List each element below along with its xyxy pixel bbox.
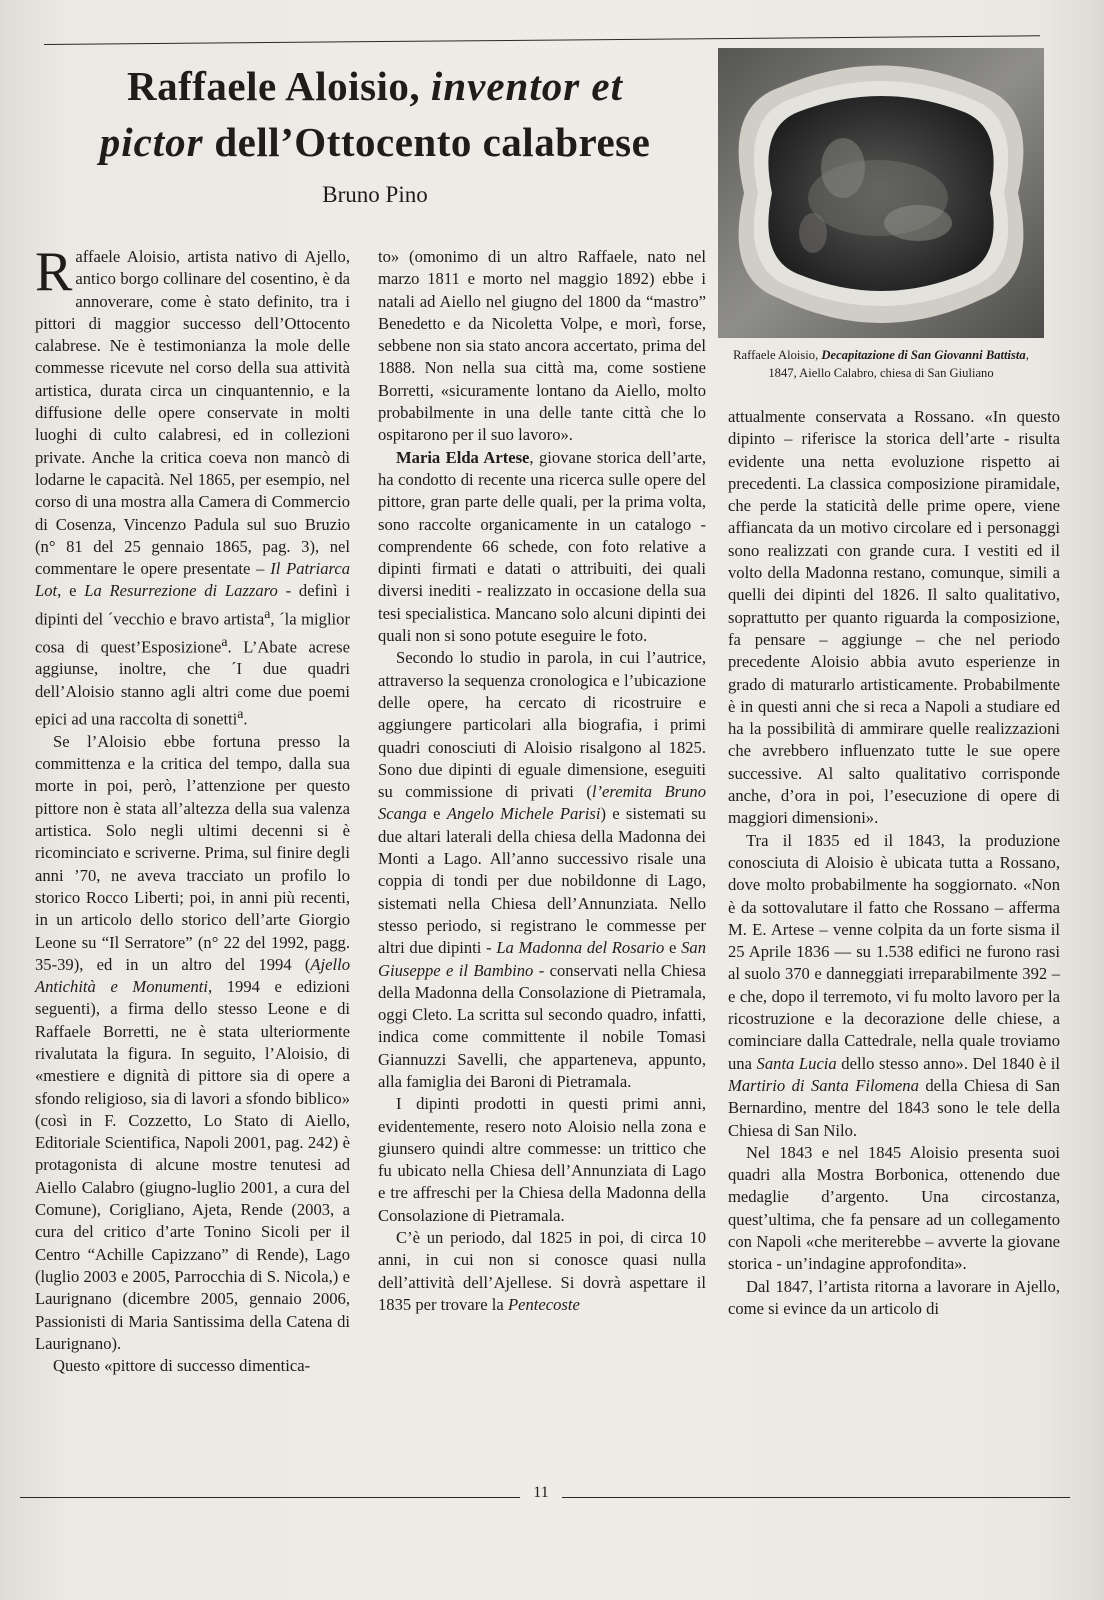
paragraph <box>378 1093 706 1227</box>
superscript: a <box>264 605 271 621</box>
text-run: dello stesso anno». Del 1840 è il <box>836 1053 1061 1073</box>
work-title: La Madonna del Rosario <box>496 938 665 958</box>
text-run: Questo «pittore di successo dimentica- <box>53 1356 311 1376</box>
text-run: Se l’Aloisio ebbe fortuna presso la committenza e la critica del tempo, dalla sua morte in poi, però, l’attenzione per questo pittore non è stata all’altezza della sua valenza artistica. Solo negli ultimi decenni si è ricominciato e scriverne. Prima, sul finire degli anni ’70, ne aveva tracciato un profilo lo storico Rocco Liberti; poi, in anni più recenti, in un articolo dello storico dell’arte Giorgio Leone su “Il Serratore” (n° 22 del 1992, pagg. 35-39), ed in un altro del 1994 ( <box>35 731 350 974</box>
text-run: . L’Abate acrese aggiunse, inoltre, che ´I due quadri dell’Aloisio stanno agli altri come due poemi epici ad una raccolta di sonetti <box>35 637 350 729</box>
article-title <box>40 58 710 170</box>
paragraph <box>378 447 706 648</box>
work-title: Il Patriarca Lot <box>35 559 350 601</box>
text-column-1 <box>35 241 350 1377</box>
work-title: Santa Lucia <box>756 1053 837 1073</box>
text-run: Dal 1847, l’artista ritorna a lavorare in Ajello, come si evince da un articolo di <box>728 1276 1060 1318</box>
paragraph <box>728 1142 1060 1276</box>
text-run: , giovane storica dell’arte, ha condotto di recente una ricerca sulle opere del pittore, gran parte delle quali, per la prima volta, sono raccolte organicamente in un catalogo - comprendente 66 schede, con foto relative a dipinti firmati e datati o attribuiti, dei quali diversi inediti - realizzato in occasione della sua tesi specialistica. Mancano solo alcuni dipinti dei quali non si sono potute eseguire le foto. <box>378 447 706 646</box>
footer-rule-right <box>562 1497 1070 1498</box>
work-title: Pentecoste <box>507 1294 580 1314</box>
text-run: ) e sistemati su due altari laterali della chiesa della Madonna dei Monti a Lago. All’anno successivo risale una coppia di tondi per due nobildonne di Lago, sistemati nella Chiesa dell’Annunziata. Nello stesso periodo, si registrano le commesse per altri due dipinti - <box>378 804 706 958</box>
work-title: Ajello Antichità e Monumenti <box>35 954 350 997</box>
text-column-3 <box>728 406 1060 1320</box>
painting-frame-illustration <box>718 48 1044 338</box>
paragraph <box>728 1276 1060 1321</box>
text-run: della Chiesa di San Bernardino, mentre del 1843 sono le tele della Chiesa di San Nilo. <box>728 1075 1060 1140</box>
text-run: , e <box>57 581 85 601</box>
text-run: , 1994 e edizioni seguenti), a firma dello stesso Leone e di Raffaele Borretti, ne è stata ulteriormente rivalutata la figura. In seguito, l’Aloisio, di «mestiere e dignità di pittore sia di opere a sfondo religioso, sia di lavori a sfondo biblico» (così in F. Cozzetto, Lo Stato di Aiello, Editoriale Scientifica, Napoli 2001, pag. 242) è protagonista di alcune mostre tenutesi ad Aiello Calabro (giugno-luglio 2001, a cura del Comune), Corigliano, Ajeta, Rende (2003, a cura del critico d’arte Tonino Sicoli per il Centro “Achille Capizzano” di Rende), Lago (luglio 2003 e 2005, Parrocchia di S. Nicola,) e Laurignano (dicembre 2005, gennaio 2006, Passionisti di Maria Santissima della Catena di Laurignano). <box>35 977 350 1353</box>
work-title: San Giuseppe e il Bambino <box>378 938 706 980</box>
text-run: - conservati nella Chiesa della Madonna della Consolazione di Pietramala, oggi Cleto. La scritta sul secondo quadro, infatti, indica come committente il nobile Tomasi Giannuzzi Savelli, che apparteneva, appunto, alla famiglia dei Baroni di Pietramala. <box>378 960 706 1091</box>
caption-title: Decapitazione di San Giovanni Battista <box>821 348 1026 362</box>
work-title: La Resurrezione di Lazzaro <box>84 581 278 601</box>
paragraph <box>35 1355 350 1377</box>
footer-rule-left <box>20 1497 520 1498</box>
text-run: I dipinti prodotti in questi primi anni, evidentemente, resero noto Aloisio nella zona e giunsero quindi altre commesse: un trittico che fu ubicato nella Chiesa dell’Annunziata di Lago e tre affreschi per la Chiesa della Madonna della Consolazione di Pietramala. <box>378 1094 706 1225</box>
superscript: a <box>237 706 244 721</box>
text-run: attualmente conservata a Rossano. «In questo dipinto – riferisce la storica dell’arte - risulta evidente una netta evoluzione rispetto ai precedenti. La classica composizione piramidale, che perde la staticità delle prime opere, viene affiancata da un motivo circolare ed i personaggi sono realizzati con grande cura. I vestiti ed il volto della Madonna restano, comunque, simili a quelli dei dipinti del 1826. Il salto qualitativo, soprattutto per quanto riguarda la composizione, fa pensare – aggiunge – che nel periodo precedente Aloisio abbia avuto esperienze in grado di maturarlo artisticamente. Probabilmente è in questi anni che si reca a Napoli a studiare ed ha la possibilità di ammirare quelle realizzazioni che avrebbero influenzato tutte le sue opere successive. Al salto qualitativo corrisponde anche, d’ora in poi, l’esecuzione di opere di maggiori dimensioni». <box>728 407 1060 828</box>
text-column-2 <box>378 246 706 1316</box>
text-run: C’è un periodo, dal 1825 in poi, di circa 10 anni, in cui non si conosce quasi nulla dell’attività dell’Ajellese. Si dovrà aspettare il 1835 per trovare la <box>378 1228 706 1314</box>
text-run: e <box>426 804 447 824</box>
text-run: - definì i dipinti del ´vecchio e bravo artista <box>35 581 350 629</box>
person-name: Maria Elda Artese <box>396 447 530 467</box>
text-run: Secondo lo studio in parola, in cui l’autrice, attraverso la sequenza cronologica e l’ubicazione delle opere, ha cercato di ricostruire e aggiungere particolari alla biografia, i primi quadri conosciuti di Aloisio risalgono al 1825. Sono due dipinti di eguale dimensione, eseguiti su commissione di privati ( <box>378 648 706 802</box>
paragraph <box>378 1227 706 1316</box>
work-title: l’eremita Bruno Scanga <box>378 782 706 824</box>
title-italic: inventor et <box>430 63 623 109</box>
paragraph <box>35 731 350 1355</box>
drop-cap: R <box>35 241 73 303</box>
text-run: affaele Aloisio, artista nativo di Ajello, antico borgo collinare del cosentino, è da annoverare, come è stato definito, tra i pittori di maggior successo dell’Ottocento calabrese. Ne è testimonianza la mole delle commesse ricevute nel corso della sua attività artistica, durata circa un cinquantennio, e la diffusione delle opere conservate in molti luoghi di culto calabresi, ed in collezioni private. Anche la critica coeva non mancò di lodarne le capacità. Nel 1865, per esempio, nel corso di una mostra alla Camera di Commercio di Cosenza, Vincenzo Padula sul suo Bruzio (n° 81 del 25 gennaio 1865, pag. 3), nel commentare le opere presentate – <box>35 247 350 579</box>
text-run: Tra il 1835 ed il 1843, la produzione conosciuta di Aloisio è ubicata tutta a Rossano, dove molto probabilmente ha soggiornato. «Non è da sottovalutare il fatto che Rossano – afferma M. E. Artese – venne colpita da un forte sisma il 25 Aprile 1836 — su 1.538 edifici ne furono rasi al suolo 370 e danneggiati irreparabilmente 392 – e che, dopo il terremoto, vi fu molto lavoro per la ricostruzione e la decorazione delle chiese, a cominciare dalla Cattedrale, nella quale troviamo una <box>728 830 1060 1073</box>
caption-author: Raffaele Aloisio, <box>733 348 822 362</box>
title-italic: pictor <box>99 119 204 165</box>
caption-details: , 1847, Aiello Calabro, chiesa di San Giuliano <box>768 348 1029 380</box>
superscript: a <box>221 633 228 649</box>
paragraph <box>378 246 706 447</box>
work-title: Angelo Michele Parisi <box>446 804 601 824</box>
text-run: Nel 1843 e nel 1845 Aloisio presenta suoi quadri alla Mostra Borbonica, ottenendo due medaglie d’argento. Una circostanza, quest’ultima, che fa pensare ad un collegamento con Napoli «che meriterebbe – avverte la giovane storica - un’indagine approfondita». <box>728 1142 1060 1274</box>
title-text: dell’Ottocento calabrese <box>203 119 651 165</box>
photo-caption <box>718 346 1044 382</box>
paragraph <box>35 241 350 731</box>
text-run: to» (omonimo di un altro Raffaele, nato nel marzo 1811 e morto nel maggio 1892) ebbe i natali ad Aiello nel giugno del 1800 da “mastro” Benedetto e da Nicoletta Volpe, e morì, forse, sebbene non sia stato ancora accertato, prima del 1888. Non nella sua città ma, come sostiene Borretti, «sicuramente lontano da Aiello, molto probabilmente in una delle tante città che lo ospitarono per il suo lavoro». <box>378 247 706 445</box>
work-title: Martirio di Santa Filomena <box>728 1075 919 1095</box>
text-run: , ´la miglior cosa di quest’Esposizione <box>35 609 350 657</box>
top-rule <box>44 35 1040 45</box>
painting-photo <box>718 48 1044 338</box>
paragraph <box>728 406 1060 830</box>
paragraph <box>728 830 1060 1142</box>
title-text: Raffaele Aloisio, <box>126 63 431 109</box>
article-author: Bruno Pino <box>322 182 428 207</box>
text-run: . <box>243 709 248 729</box>
text-run: e <box>664 938 682 958</box>
paragraph <box>378 647 706 1093</box>
page-number: 11 <box>533 1484 549 1501</box>
